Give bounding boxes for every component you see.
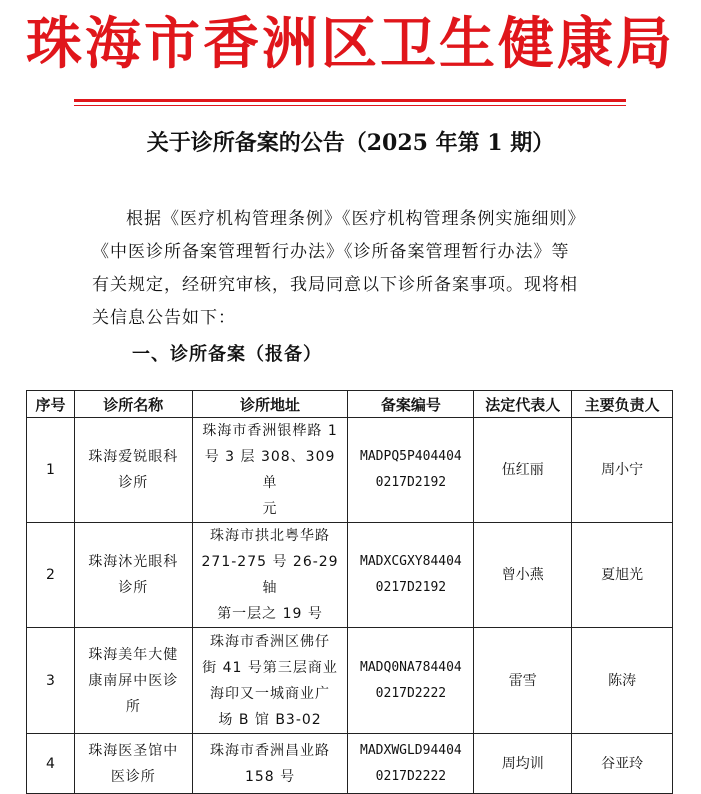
header-rule-thin bbox=[74, 105, 626, 106]
address-line: 珠海市拱北粤华路 bbox=[210, 528, 331, 544]
paragraph-line-2: 《中医诊所备案管理暂行办法》《诊所备案管理暂行办法》等 bbox=[92, 242, 570, 262]
address-line: 第一层之 19 号 bbox=[217, 606, 323, 622]
address-line: 号 3 层 308、309 单 bbox=[204, 449, 336, 491]
header-clinic-address: 诊所地址 bbox=[192, 391, 348, 418]
code-line: MADPQ5P404404 bbox=[360, 449, 462, 464]
code-line: MADXWGLD94404 bbox=[360, 742, 462, 758]
clinic-name-cell bbox=[74, 734, 192, 794]
row-no: 1 bbox=[27, 418, 75, 523]
paragraph-line-4: 关信息公告如下： bbox=[92, 308, 236, 328]
clinic-name-line: 珠海医圣馆中 bbox=[88, 742, 179, 759]
code-line: MADXCGXY84404 bbox=[360, 554, 462, 569]
clinic-name-line: 诊所 bbox=[118, 475, 149, 491]
header-registration-code: 备案编号 bbox=[348, 391, 474, 418]
row-no: 4 bbox=[27, 734, 75, 794]
registration-code-cell bbox=[348, 734, 474, 794]
legal-representative-cell: 雷雪 bbox=[474, 628, 572, 734]
code-line: 0217D2222 bbox=[375, 685, 447, 701]
clinic-name-line: 医诊所 bbox=[110, 768, 156, 785]
document-title: 关于诊所备案的公告（2025 年第 1 期） bbox=[146, 130, 555, 156]
address-line: 271-275 号 26-29 轴 bbox=[201, 554, 339, 596]
row-no: 3 bbox=[27, 628, 75, 734]
principal-cell: 夏旭光 bbox=[572, 523, 673, 628]
principal-cell: 谷亚玲 bbox=[572, 734, 673, 794]
registration-code-cell bbox=[348, 418, 474, 523]
header-rule-thick bbox=[74, 99, 626, 102]
code-line: 0217D2192 bbox=[375, 475, 447, 490]
clinic-name-line: 诊所 bbox=[118, 580, 149, 596]
header-clinic-name: 诊所名称 bbox=[74, 391, 192, 418]
code-line: MADQ0NA784404 bbox=[360, 659, 462, 675]
clinic-address-cell bbox=[192, 523, 348, 628]
clinic-address-cell bbox=[192, 418, 348, 523]
clinic-name-line: 珠海沐光眼科 bbox=[88, 554, 179, 570]
address-line: 珠海市香洲昌业路 bbox=[210, 742, 331, 759]
clinic-address-cell bbox=[192, 734, 348, 794]
table-row bbox=[27, 628, 673, 734]
address-line: 珠海市香洲银桦路 1 bbox=[202, 423, 338, 439]
legal-representative-cell: 曾小燕 bbox=[474, 523, 572, 628]
address-line: 场 B 馆 B3-02 bbox=[218, 711, 322, 728]
table-row bbox=[27, 734, 673, 794]
address-line: 158 号 bbox=[244, 768, 296, 785]
paragraph-line-3: 有关规定，经研究审核，我局同意以下诊所备案事项。现将相 bbox=[92, 275, 578, 295]
clinic-registration-table bbox=[26, 390, 673, 794]
principal-cell: 周小宁 bbox=[572, 418, 673, 523]
code-line: 0217D2192 bbox=[375, 580, 447, 595]
principal-cell: 陈涛 bbox=[572, 628, 673, 734]
legal-representative-cell: 伍红丽 bbox=[474, 418, 572, 523]
issuing-authority-header: 珠海市香洲区卫生健康局 bbox=[26, 11, 675, 77]
table-row bbox=[27, 418, 673, 523]
paragraph-line-1: 根据《医疗机构管理条例》《医疗机构管理条例实施细则》 bbox=[126, 209, 586, 229]
clinic-name-cell bbox=[74, 523, 192, 628]
registration-code-cell bbox=[348, 628, 474, 734]
clinic-name-cell bbox=[74, 628, 192, 734]
row-no: 2 bbox=[27, 523, 75, 628]
clinic-name-line: 珠海美年大健 bbox=[88, 646, 179, 663]
header-no: 序号 bbox=[27, 391, 75, 418]
clinic-name-line: 所 bbox=[125, 698, 141, 715]
table-header-row bbox=[27, 391, 673, 418]
table-row bbox=[27, 523, 673, 628]
address-line: 街 41 号第三层商业 bbox=[202, 659, 338, 676]
clinic-address-cell bbox=[192, 628, 348, 734]
header-principal: 主要负责人 bbox=[572, 391, 673, 418]
address-line: 元 bbox=[262, 501, 278, 517]
clinic-name-cell bbox=[74, 418, 192, 523]
code-line: 0217D2222 bbox=[375, 768, 447, 784]
section-heading: 一、诊所备案（报备） bbox=[132, 344, 322, 365]
clinic-name-line: 康南屏中医诊 bbox=[88, 672, 179, 689]
legal-representative-cell: 周均训 bbox=[474, 734, 572, 794]
clinic-name-line: 珠海爱锐眼科 bbox=[88, 449, 179, 465]
address-line: 珠海市香洲区佛仔 bbox=[210, 633, 331, 650]
registration-code-cell bbox=[348, 523, 474, 628]
address-line: 海印又一城商业广 bbox=[210, 685, 331, 702]
header-legal-representative: 法定代表人 bbox=[474, 391, 572, 418]
